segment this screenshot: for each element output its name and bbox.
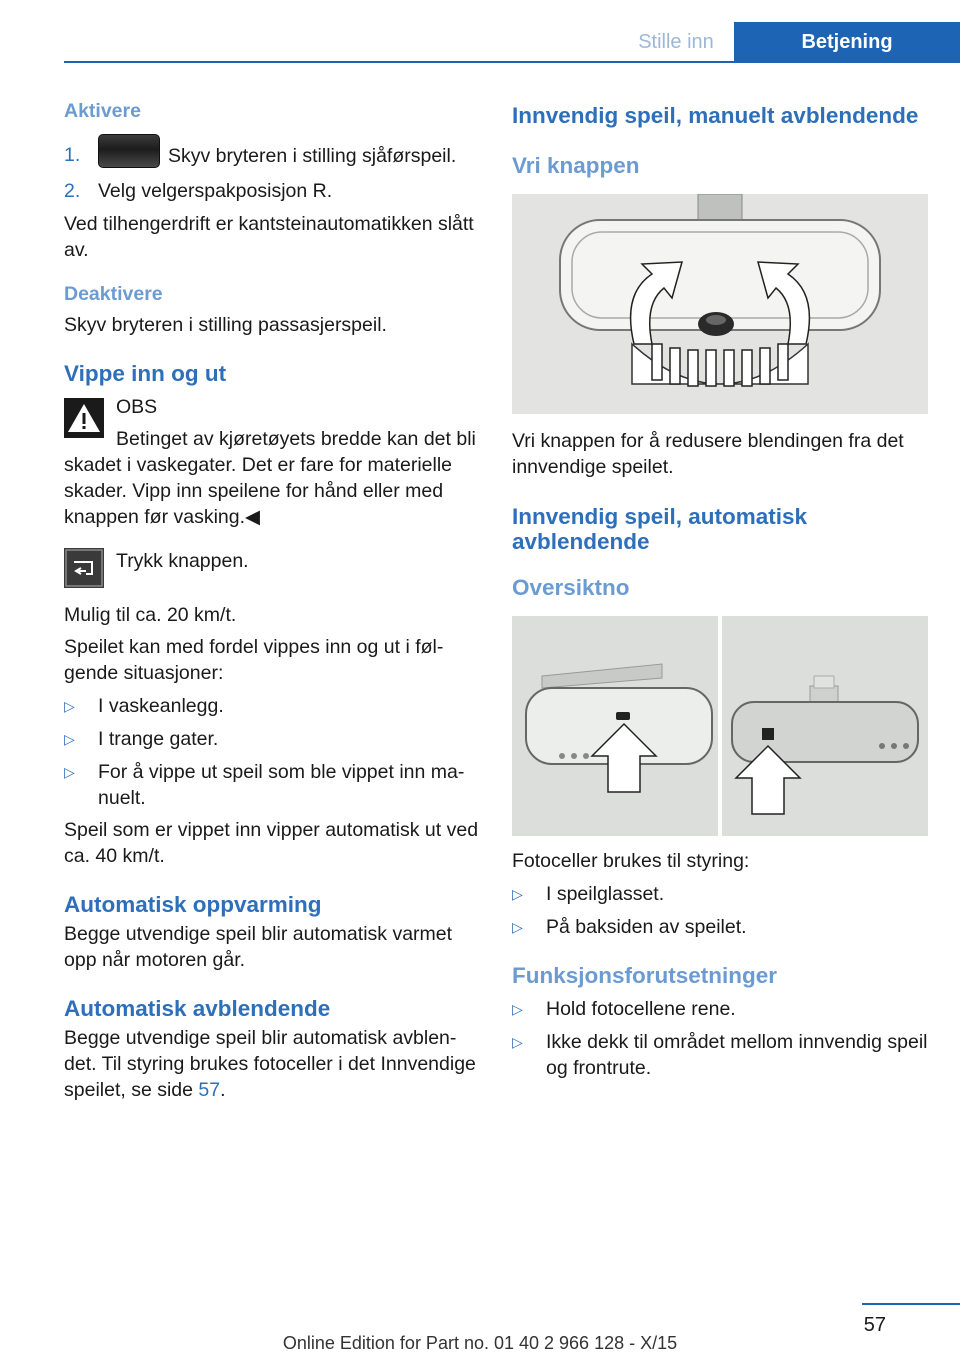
fold-cases: [64, 693, 482, 811]
activate-steps: [64, 134, 482, 204]
requirements-heading: Funksjonsforutsetninger: [512, 963, 778, 988]
manual-mirror-illustration: [512, 194, 928, 414]
auto-unfold: Speil som er vippet inn vipper automatisk ut ved ca. 40 km/t.: [64, 819, 479, 867]
mirror-fold-button-icon: [64, 548, 104, 588]
fold-case-text: For å vippe ut speil som ble vippet inn manuelt.: [98, 761, 465, 809]
triangle-bullet-icon: ▷: [64, 731, 75, 747]
photocell-items: [512, 881, 928, 940]
list-item: [512, 996, 928, 1022]
step-number: 1.: [64, 144, 81, 166]
activate-heading: Aktivere: [64, 100, 141, 122]
tab-section[interactable]: Stille inn: [618, 22, 734, 62]
knob-heading: Vri knappen: [512, 153, 640, 178]
auto-mirror-illustration: [512, 616, 928, 836]
edition-text: Online Edition for Part no. 01 40 2 966 128 - X/15: [282, 1333, 678, 1353]
header-rule: [64, 61, 960, 63]
trailer-note: Ved tilhengerdrift er kantsteinautomatikken slått av.: [64, 213, 474, 261]
requirement-text: Hold fotocellene rene.: [546, 998, 736, 1020]
triangle-bullet-icon: ▷: [512, 919, 523, 935]
speed-limit: Mulig til ca. 20 km/t.: [64, 604, 237, 626]
fold-case-text: I trange gater.: [98, 728, 219, 750]
step-text: Velg velgerspakposisjon R.: [98, 180, 333, 202]
triangle-bullet-icon: ▷: [512, 1034, 523, 1050]
list-item: [512, 881, 928, 907]
fold-heading: Vippe inn og ut: [64, 361, 227, 386]
manual-mirror-drawing: [512, 194, 928, 414]
deactivate-heading: Deaktivere: [64, 283, 163, 305]
triangle-bullet-icon: ▷: [64, 698, 75, 714]
list-item: [64, 726, 482, 752]
photocell-intro: Fotoceller brukes til styring:: [512, 850, 750, 872]
warning-text: [64, 426, 482, 530]
auto-mirror-drawing: [512, 616, 928, 836]
triangle-bullet-icon: ▷: [64, 764, 75, 780]
fold-case-text: I vaskeanlegg.: [98, 695, 224, 717]
manual-mirror-heading: Innvendig speil, manuelt avblendende: [512, 103, 919, 128]
list-item: [512, 914, 928, 940]
mirror-switch-icon: [98, 134, 160, 168]
dimming-heading: Automatisk avblendende: [64, 996, 331, 1021]
triangle-bullet-icon: ▷: [512, 1001, 523, 1017]
requirements-items: [512, 996, 928, 1081]
dimming-text: Begge utvendige speil blir automatisk avblendet. Til styring brukes fotoceller i det Innvendige speilet, se side: [64, 1027, 476, 1101]
left-column: [64, 98, 482, 1103]
photocell-item-text: I speilglasset.: [546, 883, 665, 905]
page-number: 57: [863, 1314, 886, 1336]
heating-heading: Automatisk oppvarming: [64, 892, 322, 917]
tab-chapter[interactable]: Betjening: [734, 22, 960, 62]
fold-intro: Speilet kan med fordel vippes inn og ut i følgende situasjoner:: [64, 636, 444, 684]
triangle-bullet-icon: ▷: [512, 886, 523, 902]
list-item: [512, 1029, 928, 1081]
auto-mirror-heading: Innvendig speil, automatisk avblendende: [512, 504, 808, 554]
right-column: [512, 98, 928, 1081]
overview-heading: Oversiktno: [512, 575, 630, 600]
list-item: [64, 693, 482, 719]
list-item: [64, 134, 482, 172]
header-tabs: [618, 22, 960, 62]
heating-text: Begge utvendige speil blir automatisk varmet opp når motoren går.: [64, 923, 453, 971]
warning-title: OBS: [116, 396, 158, 418]
page-reference-link[interactable]: 57: [198, 1079, 221, 1101]
footer-rule: [862, 1303, 960, 1305]
fold-button-block: [64, 548, 482, 596]
photocell-item-text: På baksiden av speilet.: [546, 916, 747, 938]
deactivate-text: Skyv bryteren i stilling passasjerspeil.: [64, 314, 387, 336]
list-item: [64, 178, 482, 204]
step-text: Skyv bryteren i stilling sjåførspeil.: [168, 145, 457, 167]
press-button-text: Trykk knappen.: [116, 550, 249, 572]
warning-icon: [64, 398, 104, 438]
warning-block: [64, 394, 482, 420]
list-item: [64, 759, 482, 811]
dimming-end: .: [220, 1079, 226, 1101]
dimming-paragraph: [64, 1025, 482, 1103]
warning-body: Betinget av kjøretøyets bredde kan det bli skadet i vaskegater. Det er fare for materielle skader. Vipp inn speilene for hånd eller med knappen før vasking.◀: [64, 428, 476, 528]
requirement-text: Ikke dekk til området mellom innvendig speil og frontrute.: [546, 1031, 928, 1079]
knob-caption: Vri knappen for å redusere blendingen fra det innvendige speilet.: [512, 430, 904, 478]
step-number: 2.: [64, 180, 81, 202]
